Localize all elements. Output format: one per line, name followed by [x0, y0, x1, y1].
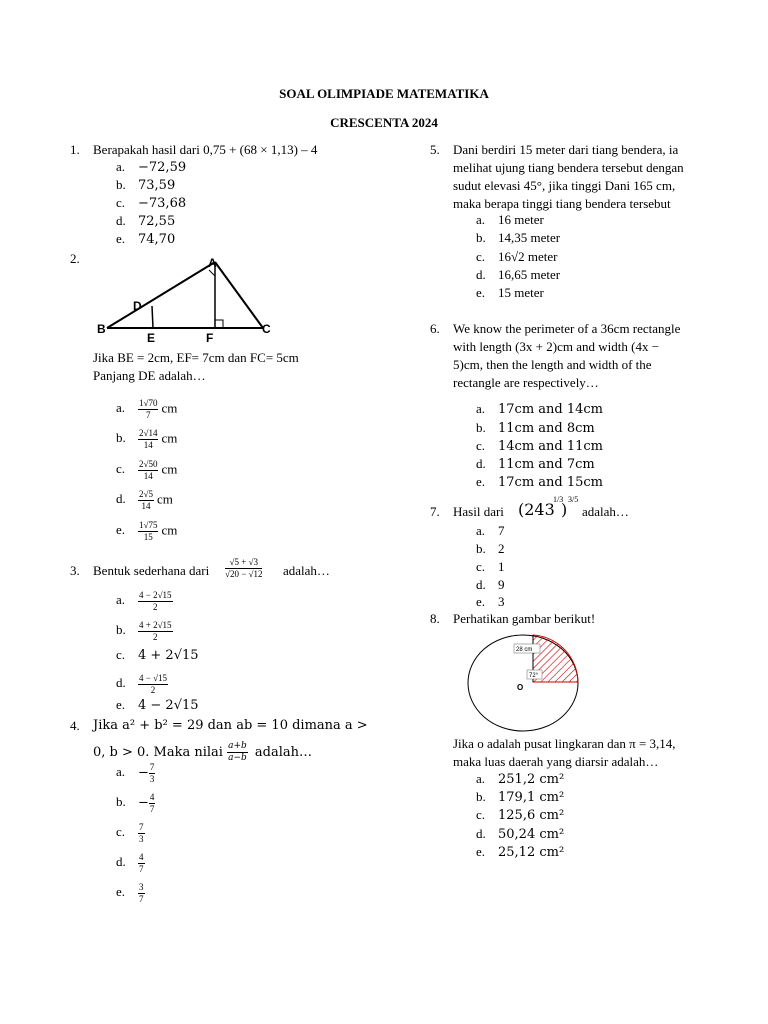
label-d: D [133, 299, 142, 313]
fraction-denominator: 3 [139, 834, 144, 844]
option-letter: c. [476, 438, 486, 453]
option-letter: d. [116, 213, 126, 228]
option-text: 25,12 cm² [498, 845, 565, 860]
fraction-denominator: 15 [143, 532, 153, 542]
option-item [476, 771, 564, 787]
option-item [116, 852, 148, 875]
option-fraction [138, 590, 173, 613]
question-8-text-2: maka luas daerah yang diarsir adalah… [453, 754, 659, 769]
center-label: O [517, 683, 524, 692]
option-letter: d. [116, 854, 126, 870]
question-line: with length (3x + 2)cm and width (4x − [453, 339, 660, 354]
option-item [476, 559, 505, 575]
circle-diagram [460, 628, 590, 738]
exam-subtitle: CRESCENTA 2024 [330, 115, 438, 130]
option-item [116, 489, 173, 512]
option-letter: b. [116, 622, 126, 638]
option-text: 50,24 cm² [498, 827, 565, 842]
option-letter: c. [476, 249, 486, 264]
fraction-denominator: 7 [139, 894, 144, 904]
fraction-denominator: 14 [143, 440, 153, 450]
option-letter: c. [476, 559, 486, 574]
option-unit: cm [161, 522, 178, 538]
option-letter: b. [476, 420, 486, 435]
option-item [476, 401, 603, 417]
option-letter: c. [116, 461, 126, 477]
question-2-text-2: Panjang DE adalah… [93, 368, 206, 383]
option-letter: a. [476, 523, 486, 538]
exponent-inner: 1/3 [553, 495, 564, 504]
question-line: We know the perimeter of a 36cm rectangle [453, 321, 681, 336]
option-text: 74,70 [138, 232, 176, 247]
question-number: 1. [70, 142, 80, 157]
option-letter: e. [116, 522, 126, 538]
option-letter: a. [476, 212, 486, 227]
question-line: maka berapa tinggi tiang bendera tersebut [453, 196, 671, 211]
exponent-outer: 3/5 [568, 495, 579, 504]
option-letter: c. [116, 647, 126, 662]
option-fraction [138, 852, 145, 875]
option-text: 16,65 meter [498, 267, 561, 282]
radius-label: 28 cm [516, 647, 533, 653]
option-letter: a. [116, 592, 126, 608]
option-item [476, 474, 603, 490]
option-text: 17cm and 15cm [498, 475, 604, 490]
option-letter: a. [116, 764, 126, 780]
angle-label: 72° [529, 673, 539, 679]
option-item [476, 826, 564, 842]
label-a: A [208, 256, 217, 270]
label-f: F [206, 331, 214, 345]
option-letter: e. [476, 594, 486, 609]
question-text: Jika a² + b² = 29 dan ab = 10 dimana a > [93, 718, 368, 733]
option-text: 11cm and 8cm [498, 421, 595, 436]
triangle-diagram [95, 250, 285, 345]
option-item [116, 697, 199, 713]
option-item [476, 456, 595, 472]
right-angle-f [215, 320, 223, 328]
question-number: 3. [70, 563, 80, 578]
question-2-text-1: Jika BE = 2cm, EF= 7cm dan FC= 5cm [93, 350, 299, 365]
option-text: 16√2 meter [498, 249, 558, 264]
fraction-denominator: 3 [149, 774, 155, 784]
option-text: 16 meter [498, 212, 544, 227]
option-item [476, 212, 544, 228]
option-unit: cm [156, 491, 173, 507]
option-item [116, 398, 177, 421]
option-item [476, 807, 564, 823]
option-item [116, 882, 148, 905]
question-line: sudut elevasi 45°, jika tinggi Dani 165 cm, [453, 178, 676, 193]
option-text: 1 [498, 559, 505, 574]
option-fraction [138, 673, 168, 696]
question-line: melihat ujung tiang bendera tersebut dengan [453, 160, 684, 175]
option-letter: c. [476, 807, 486, 822]
fraction-denominator: 2 [153, 602, 158, 612]
option-fraction [138, 882, 145, 905]
option-item [116, 213, 175, 229]
option-letter: e. [476, 474, 486, 489]
fraction-numerator: 2√5 [139, 489, 153, 499]
option-text: 2 [498, 541, 505, 556]
fraction-denominator: 14 [143, 471, 153, 481]
option-letter: c. [116, 824, 126, 840]
option-text: 251,2 cm² [498, 772, 565, 787]
fraction-numerator: 7 [149, 762, 155, 772]
option-item [116, 195, 186, 211]
question-text: Perhatikan gambar berikut! [453, 611, 596, 626]
fraction-numerator: 2√14 [139, 428, 158, 438]
fraction-numerator: 4 − 2√15 [139, 590, 172, 600]
option-letter: e. [116, 884, 126, 900]
option-letter: b. [116, 430, 126, 446]
option-item [476, 230, 560, 246]
option-item [476, 267, 560, 283]
option-text: −73,68 [138, 196, 187, 211]
option-fraction [138, 489, 154, 512]
label-b: B [97, 322, 106, 336]
option-text: 7 [498, 523, 505, 538]
option-item [476, 420, 595, 436]
option-letter: e. [116, 231, 126, 246]
question-text-end: adalah… [582, 504, 629, 519]
power-base: (243 [518, 500, 555, 519]
option-letter: b. [116, 177, 126, 192]
option-text: 4 − 2√15 [138, 698, 199, 713]
option-letter: d. [116, 491, 126, 507]
fraction-numerator: 1√75 [139, 520, 158, 530]
option-unit: cm [161, 430, 178, 446]
option-letter: b. [476, 230, 486, 245]
option-text: 72,55 [138, 214, 176, 229]
angle-mark-a [209, 270, 215, 276]
option-fraction [149, 762, 156, 785]
option-fraction [138, 620, 173, 643]
option-item [116, 792, 158, 815]
option-item [476, 523, 505, 539]
fraction-denominator: 2 [150, 685, 156, 695]
fraction-numerator: 7 [139, 822, 144, 832]
option-text: 179,1 cm² [498, 790, 565, 805]
fraction-denominator: 7 [149, 804, 155, 814]
option-text: 15 meter [498, 285, 544, 300]
option-unit: cm [161, 400, 178, 416]
question-text-end: adalah… [283, 563, 330, 578]
option-item [116, 520, 177, 543]
option-letter: e. [476, 285, 486, 300]
option-letter: d. [476, 267, 486, 282]
option-fraction [138, 520, 158, 543]
fraction-numerator: 2√50 [139, 459, 158, 469]
option-fraction [138, 428, 158, 451]
segment-de [152, 306, 153, 328]
option-item [116, 159, 186, 175]
fraction-denominator: 14 [141, 501, 151, 511]
option-fraction [138, 822, 145, 845]
option-text: 73,59 [138, 178, 176, 193]
option-letter: d. [116, 675, 126, 691]
question-8-text-1: Jika o adalah pusat lingkaran dan π = 3,14, [453, 736, 676, 751]
fraction-denominator: 7 [145, 410, 151, 420]
fraction-numerator: 1√70 [139, 398, 158, 408]
option-item [476, 594, 505, 610]
option-letter: b. [116, 794, 126, 810]
question-number: 7. [430, 504, 440, 519]
option-letter: e. [476, 844, 486, 859]
option-letter: a. [116, 159, 126, 174]
option-sign: − [138, 795, 149, 811]
option-item [116, 590, 176, 613]
fraction-numerator: 4 − √15 [139, 673, 168, 683]
option-text: 17cm and 14cm [498, 402, 604, 417]
label-e: E [147, 331, 156, 345]
option-item [116, 459, 177, 482]
option-item [116, 762, 158, 785]
question-number: 5. [430, 142, 440, 157]
question-line: Dani berdiri 15 meter dari tiang bendera, ia [453, 142, 679, 157]
fraction-numerator: 3 [139, 882, 144, 892]
option-item [116, 620, 176, 643]
question-fraction: $\frac{√5 + √3}{√20 - √12}$ [225, 557, 263, 579]
option-item [476, 249, 557, 265]
option-text: 14,35 meter [498, 230, 561, 245]
side-ba [107, 262, 215, 328]
exam-title: SOAL OLIMPIADE MATEMATIKA [279, 86, 489, 101]
option-item [476, 844, 564, 860]
option-letter: d. [476, 456, 486, 471]
option-fraction [149, 792, 156, 815]
fraction-denominator: 7 [139, 864, 144, 874]
option-text: −72,59 [138, 160, 187, 175]
option-item [116, 428, 177, 451]
option-letter: e. [116, 697, 126, 712]
option-item [476, 789, 564, 805]
side-ac [215, 262, 263, 328]
option-item [116, 231, 175, 247]
option-letter: b. [476, 541, 486, 556]
option-item [476, 577, 505, 593]
question-4-line-2: 0, b > 0. Maka nilai $\frac{a+b}{a-b}$ adalah… [93, 741, 313, 763]
option-letter: a. [116, 400, 126, 416]
option-unit: cm [161, 461, 178, 477]
option-fraction [138, 459, 158, 482]
fraction-numerator: 4 + 2√15 [139, 620, 172, 630]
question-number: 4. [70, 718, 80, 733]
power-close: ) [561, 500, 568, 519]
option-item [476, 438, 603, 454]
option-sign: − [138, 765, 149, 781]
option-fraction [138, 398, 158, 421]
option-letter: a. [476, 401, 486, 416]
option-text: 4 + 2√15 [138, 648, 199, 663]
option-text: 14cm and 11cm [498, 439, 604, 454]
option-text: 9 [498, 577, 505, 592]
question-number: 6. [430, 321, 440, 336]
option-item [476, 541, 505, 557]
option-item [116, 177, 175, 193]
option-letter: a. [476, 771, 486, 786]
option-letter: c. [116, 195, 126, 210]
option-text: 125,6 cm² [498, 808, 565, 823]
question-text: Bentuk sederhana dari [93, 563, 210, 578]
question-number: 8. [430, 611, 440, 626]
fraction-numerator: 4 [149, 792, 155, 802]
question-fraction: $\frac{a+b}{a-b}$ [228, 741, 247, 763]
label-c: C [262, 322, 271, 336]
option-text: 11cm and 7cm [498, 457, 595, 472]
fraction-numerator: 4 [139, 852, 144, 862]
question-line: rectangle are respectively… [453, 375, 599, 390]
option-letter: d. [476, 577, 486, 592]
option-letter: b. [476, 789, 486, 804]
option-text: 3 [498, 594, 505, 609]
question-text: Berapakah hasil dari 0,75 + (68 × 1,13) – 4 [93, 142, 318, 157]
question-line: 5)cm, then the length and width of the [453, 357, 652, 372]
option-item [116, 822, 148, 845]
option-letter: d. [476, 826, 486, 841]
question-text: Hasil dari [453, 504, 504, 519]
question-number: 2. [70, 251, 80, 266]
option-item [116, 673, 171, 696]
option-item [476, 285, 544, 301]
option-item [116, 647, 199, 663]
fraction-denominator: 2 [153, 632, 158, 642]
